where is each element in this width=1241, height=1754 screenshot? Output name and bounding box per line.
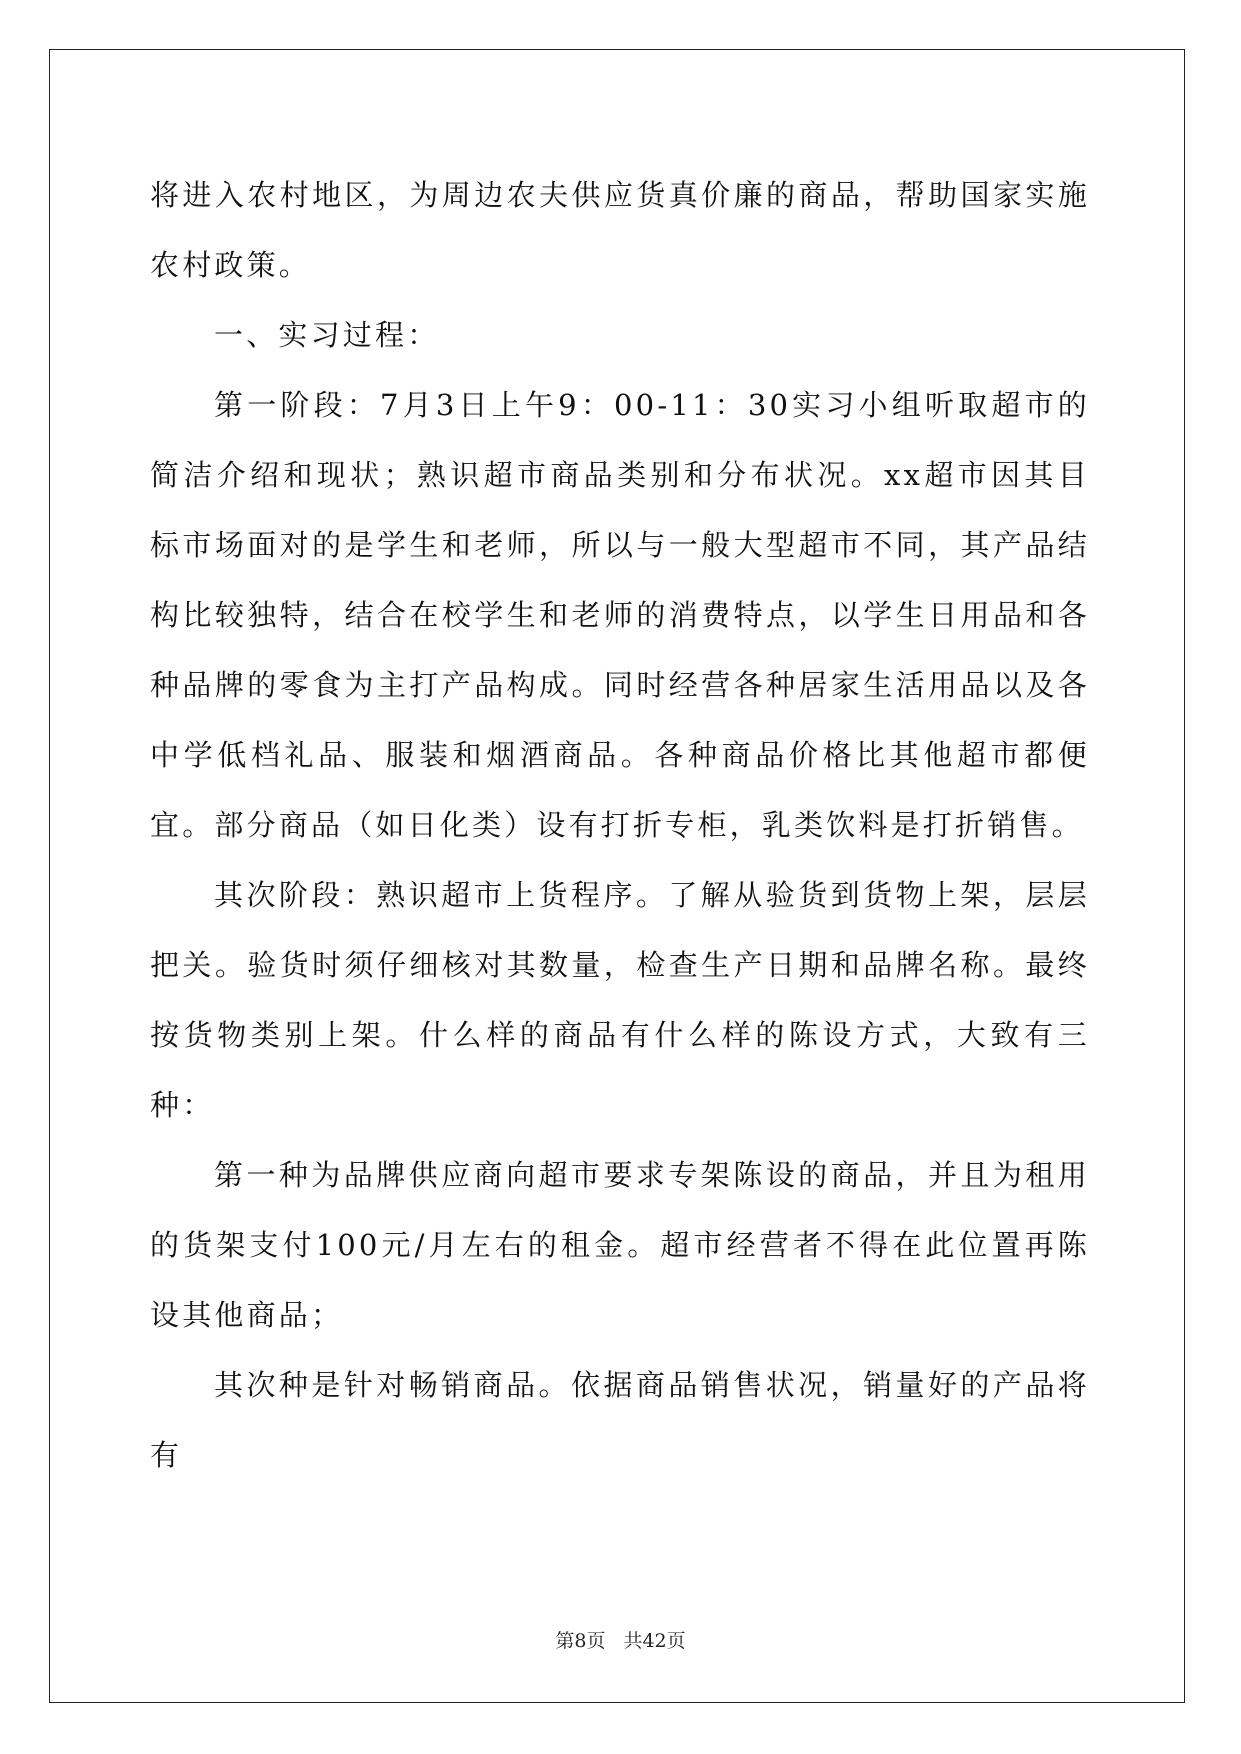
paragraph-display-type-one: 第一种为品牌供应商向超市要求专架陈设的商品，并且为租用的货架支付100元/月左右的租金。超市经营者不得在此位置再陈设其他商品； xyxy=(150,1158,1090,1332)
paragraph-stage-two: 其次阶段：熟识超市上货程序。了解从验货到货物上架，层层把关。验货时须仔细核对其数量，检查生产日期和品牌名称。最终按货物类别上架。什么样的商品有什么样的陈设方式，大致有三种： xyxy=(150,878,1090,1122)
page-total: 共42页 xyxy=(623,1630,686,1652)
document-body xyxy=(150,160,1090,1490)
section-heading-internship-process: 一、实习过程： xyxy=(214,318,440,352)
paragraph-continuation: 将进入农村地区，为周边农夫供应货真价廉的商品，帮助国家实施农村政策。 xyxy=(150,178,1090,282)
paragraph-stage-one: 第一阶段：7月3日上午9：00-11：30实习小组听取超市的简洁介绍和现状；熟识超市商品类别和分布状况。xx超市因其目标市场面对的是学生和老师，所以与一般大型超市不同，其产品结构比较独特，结合在校学生和老师的消费特点，以学生日用品和各种品牌的零食为主打产品构成。同时经营各种居家生活用品以及各中学低档礼品、服装和烟酒商品。各种商品价格比其他超市都便宜。部分商品（如日化类）设有打折专柜，乳类饮料是打折销售。 xyxy=(150,388,1090,842)
paragraph-display-type-two: 其次种是针对畅销商品。依据商品销售状况，销量好的产品将有 xyxy=(150,1368,1090,1472)
page-number: 第8页 xyxy=(555,1630,606,1652)
page-footer xyxy=(0,1626,1241,1653)
